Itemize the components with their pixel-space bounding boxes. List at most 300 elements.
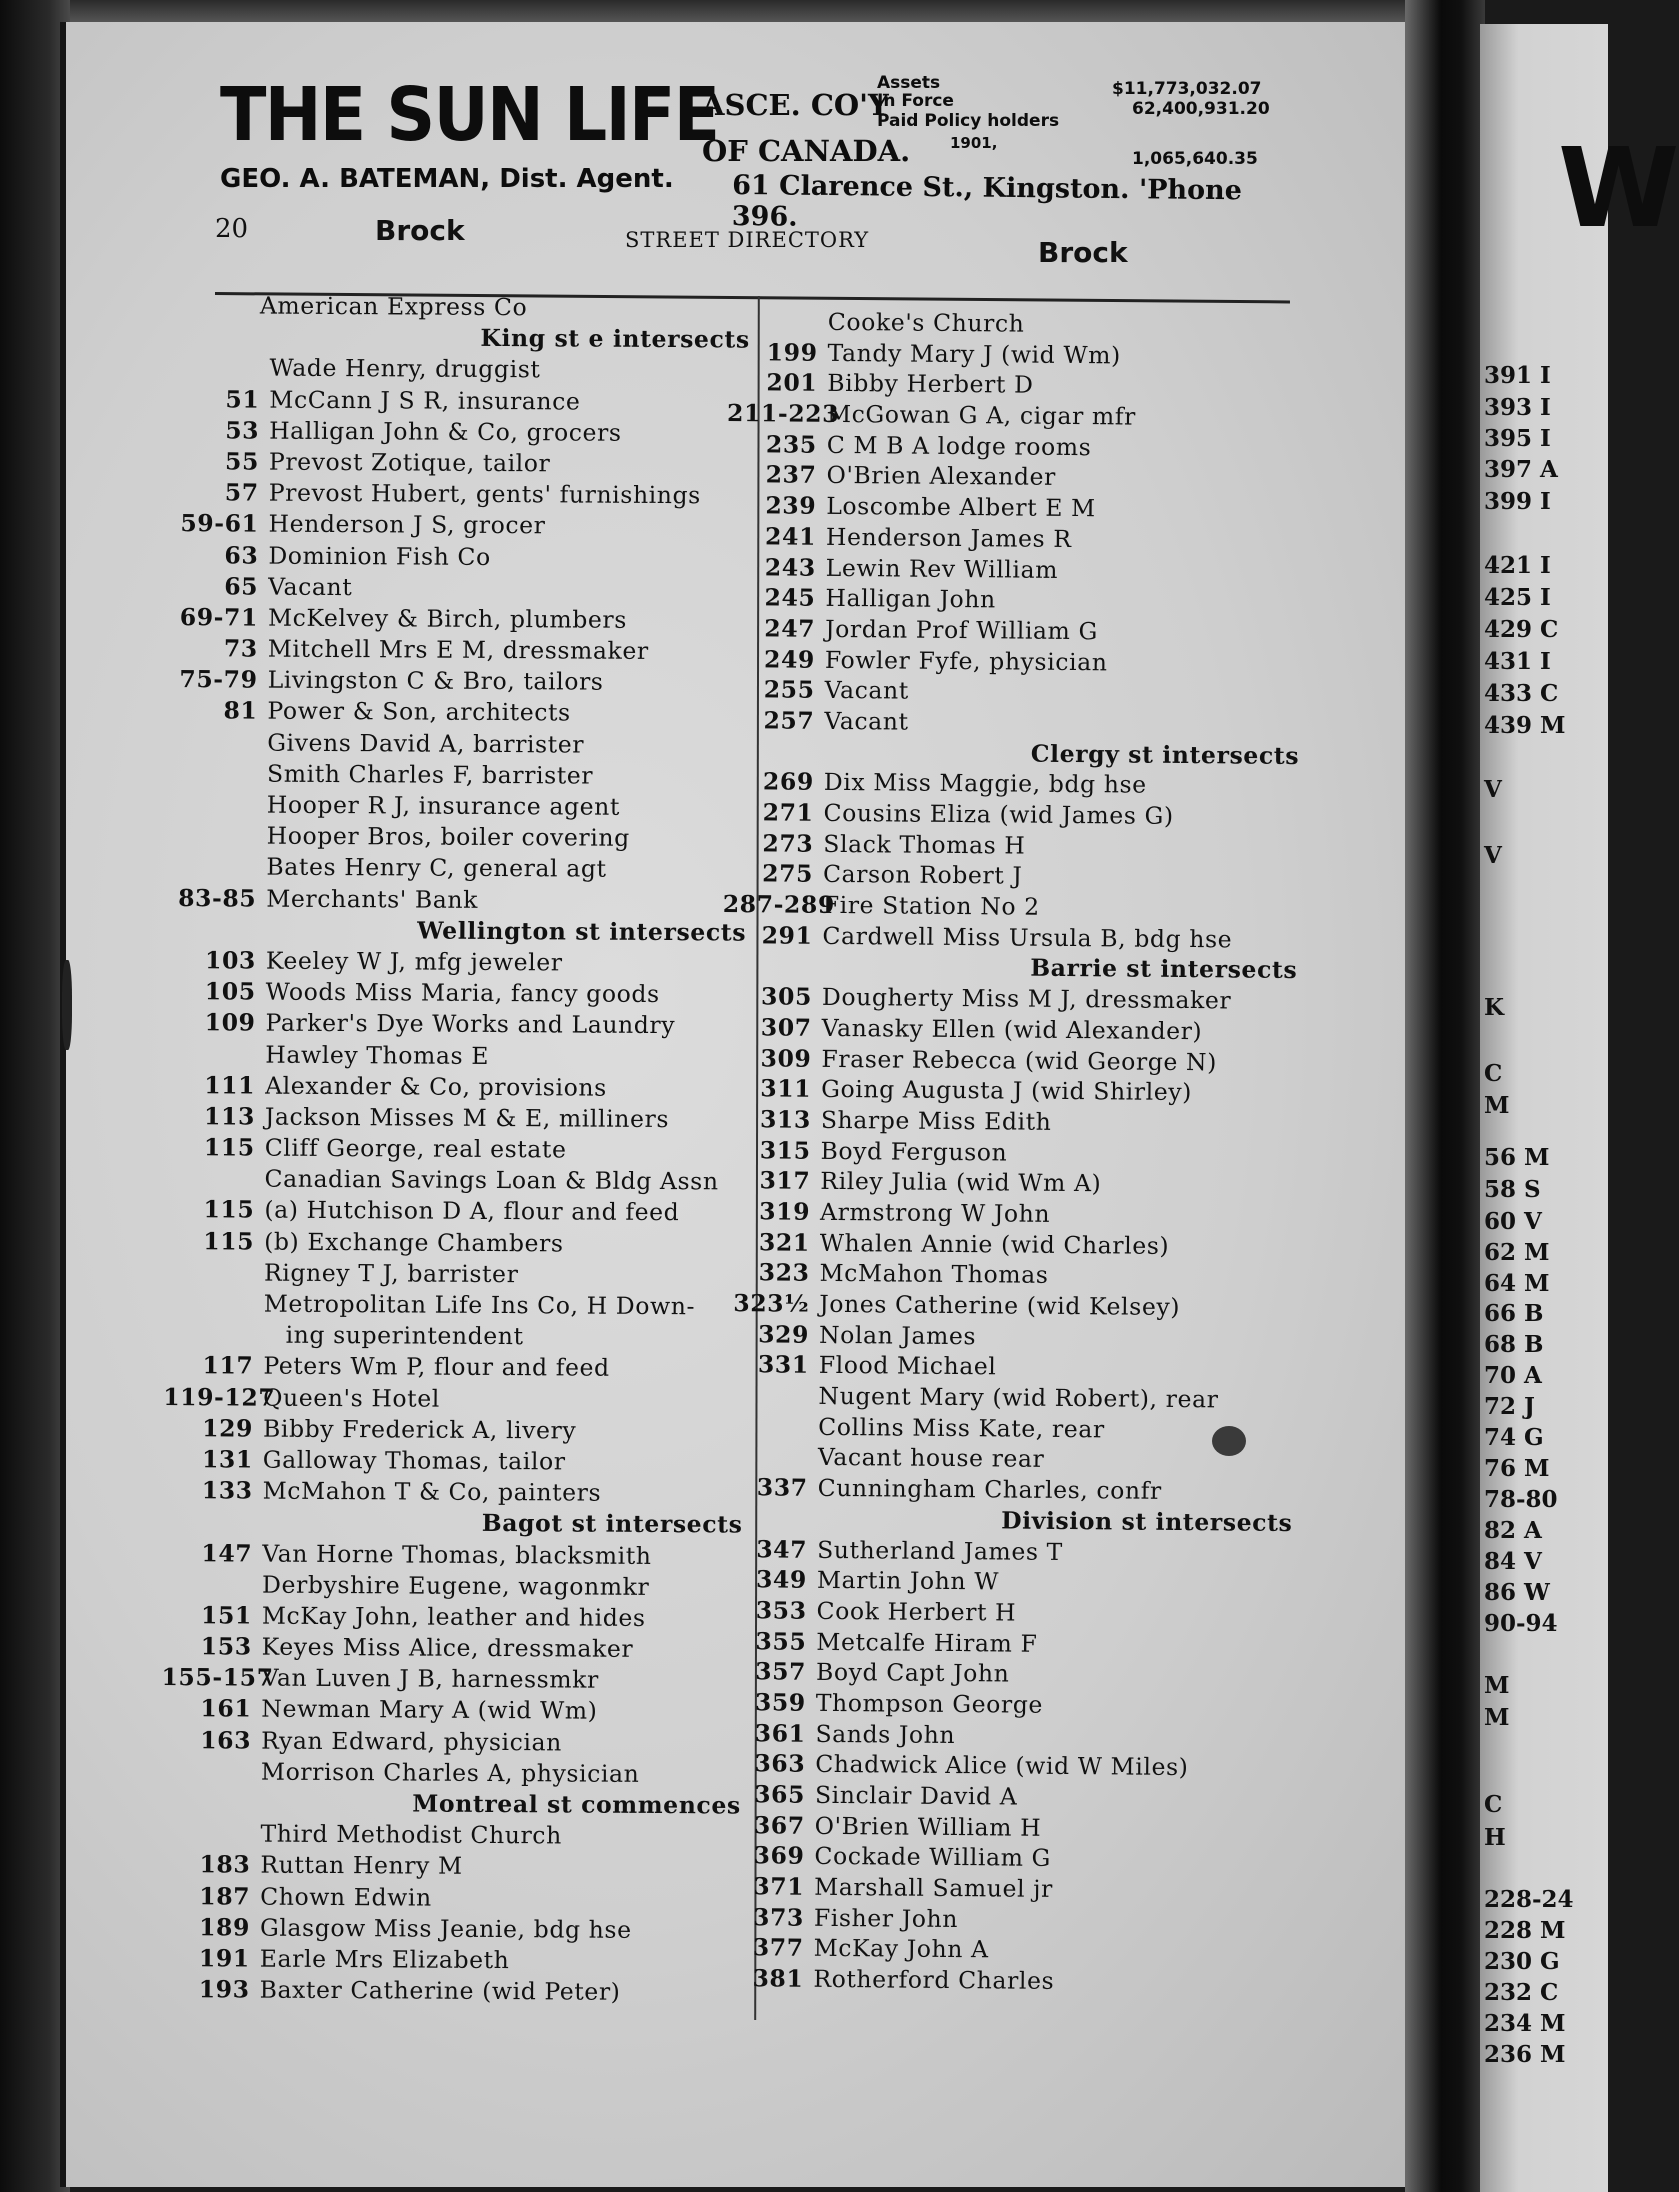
occupant-name: (a) Hutchison D A, flour and feed [264,1196,680,1227]
street-number: 65 [224,572,259,601]
street-number: 287-289 [722,890,835,920]
next-page-entry: 433 C [1484,680,1559,707]
occupant-name: Dougherty Miss M J, dressmaker [821,982,1232,1015]
next-page-entry: 68 B [1484,1331,1544,1358]
street-number: 313 [759,1105,812,1134]
running-header [215,210,1295,269]
next-page-entry: 72 J [1484,1393,1535,1420]
next-page-fragment [1480,24,1679,2192]
directory-entry [161,1725,741,1760]
next-page-entry: 60 V [1484,1208,1542,1235]
street-number: 349 [755,1565,808,1594]
ad-title: THE SUN LIFE [220,72,719,158]
occupant-name: McCann J S R, insurance [269,385,581,416]
occupant-name: Keyes Miss Alice, dressmaker [261,1632,634,1663]
next-page-entry: 90-94 [1484,1610,1558,1637]
street-number: 237 [765,460,817,490]
street-number: 353 [755,1596,807,1625]
street-number: 55 [224,447,260,476]
ad-canada: OF CANADA. [702,134,911,168]
directory-entry [161,1787,741,1822]
street-number: 103 [204,946,256,975]
occupant-name: Sinclair David A [814,1780,1018,1811]
street-number: 245 [764,583,816,612]
occupant-name: Sharpe Miss Edith [820,1105,1052,1136]
street-number: 319 [759,1197,811,1226]
occupant-name: Galloway Thomas, tailor [262,1445,566,1476]
occupant-name: O'Brien William H [814,1811,1042,1842]
directory-entry [727,398,1302,434]
street-number: 129 [202,1413,254,1443]
occupant-name: ing superintendent [285,1320,524,1351]
street-number: 161 [200,1694,252,1723]
street-number: 239 [765,491,817,520]
occupant-name: Smith Charles F, barrister [266,759,594,790]
directory-entry [715,1748,1290,1784]
header-street-left: Brock [375,214,465,247]
directory-entry [718,1411,1293,1447]
next-page-entry: 76 M [1484,1455,1550,1482]
directory-entry [163,1382,743,1417]
street-number: 153 [200,1632,252,1661]
directory-entry [166,976,746,1011]
directory-entry [725,582,1300,618]
next-page-entry: C [1484,1791,1503,1818]
directory-entry [722,920,1297,956]
directory-entry [160,1943,740,1978]
directory-entry [169,446,749,481]
directory-entry [716,1595,1291,1631]
street-number: 311 [760,1074,812,1103]
occupant-name: Rotherford Charles [813,1964,1055,1996]
street-number: 151 [200,1601,252,1630]
occupant-name: Metcalfe Hiram F [816,1627,1038,1658]
street-number: 257 [763,706,815,735]
street-number: 63 [224,540,259,570]
next-page-entry: 78-80 [1484,1486,1558,1513]
next-page-entry: 64 M [1484,1270,1550,1297]
occupant-name: Hooper R J, insurance agent [266,790,621,821]
street-number: 249 [763,644,816,674]
next-page-entry: 66 B [1484,1300,1544,1327]
ad-paid-label: Paid Policy holders [877,111,1060,131]
directory-entry [170,321,750,356]
directory-entry [724,705,1299,741]
occupant-name: Prevost Zotique, tailor [268,447,551,478]
street-number: 113 [204,1102,256,1131]
street-number: 273 [762,829,814,858]
directory-entry [167,695,747,730]
right-column [713,306,1303,1999]
occupant-name: Armstrong W John [819,1197,1051,1228]
occupant-name: Cook Herbert H [816,1596,1017,1627]
next-page-entry: 421 I [1484,552,1551,579]
occupant-name: Whalen Annie (wid Charles) [819,1228,1170,1260]
occupant-name: Bates Henry C, general agt [266,852,607,884]
occupant-name: Jones Catherine (wid Kelsey) [819,1289,1181,1321]
directory-entry [162,1631,742,1666]
occupant-name: Flood Michael [818,1351,997,1381]
directory-entry [166,851,746,886]
directory-entry [713,1963,1288,1999]
cross-street-note: Montreal st commences [412,1789,741,1820]
occupant-name: Fraser Rebecca (wid George N) [821,1044,1218,1076]
street-number: 369 [753,1841,805,1871]
ad-inforce-label: In Force [877,91,954,111]
street-number: 255 [763,675,815,705]
street-number: 373 [752,1903,805,1932]
directory-entry [161,1693,741,1728]
directory-entry [168,664,748,699]
occupant-name: Martin John W [816,1566,1000,1596]
occupant-name: Jordan Prof William G [825,614,1099,646]
directory-entry [721,1135,1296,1171]
occupant-name: Livingston C & Bro, tailors [267,665,604,696]
cross-street-note: Clergy st intersects [1030,739,1300,770]
directory-entry [719,1349,1294,1385]
occupant-name: Nolan James [818,1320,977,1350]
directory-entry [166,883,746,918]
occupant-name: McMahon T & Co, painters [262,1476,602,1507]
street-number: 331 [757,1350,809,1380]
street-number: 275 [762,859,814,889]
occupant-name: McKelvey & Birch, plumbers [267,603,628,634]
next-page-entry: 391 I [1484,362,1551,389]
directory-entry [167,758,747,793]
ad-address: 61 Clarence St., Kingston. 'Phone 396. [731,169,1243,233]
directory-entry [715,1779,1290,1815]
directory-entry [726,521,1301,557]
street-number: 115 [203,1195,255,1224]
occupant-name: Power & Son, architects [267,697,571,727]
cross-street-note: Bagot st intersects [481,1509,743,1539]
occupant-name: Prevost Hubert, gents' furnishings [268,478,701,510]
directory-entry [727,367,1302,403]
occupant-name: (b) Exchange Chambers [264,1227,564,1258]
occupant-name: Merchants' Bank [266,884,479,914]
street-number: 117 [202,1351,254,1380]
occupant-name: Alexander & Co, provisions [265,1071,607,1102]
book-gutter [1405,0,1485,2192]
street-number: 201 [766,368,818,398]
next-page-entry: H [1484,1824,1506,1851]
directory-entry [714,1871,1289,1907]
directory-entry [716,1656,1291,1692]
street-number: 329 [758,1319,810,1349]
occupant-name: Givens David A, barrister [267,728,585,759]
next-page-entry: 70 A [1484,1362,1542,1389]
directory-entry [714,1840,1289,1876]
street-number: 109 [204,1008,256,1037]
street-number: 269 [762,767,814,797]
street-number: 347 [756,1534,808,1564]
directory-entry [166,945,746,980]
street-number: 241 [765,522,817,551]
next-page-entry: 228 M [1484,1917,1566,1944]
directory-entry [163,1413,743,1448]
occupant-name: Fire Station No 2 [822,890,1040,921]
directory-entry [162,1537,742,1572]
occupant-name: Peters Wm P, flour and feed [263,1351,610,1383]
directory-entry [165,1007,745,1042]
directory-entry [164,1257,744,1292]
directory-entry [161,1756,741,1791]
street-number: 183 [199,1850,251,1879]
directory-entry [720,1165,1295,1201]
directory-entry [168,508,748,543]
street-number: 317 [759,1166,811,1196]
next-page-entry: 234 M [1484,2010,1566,2037]
next-page-entry: 86 W [1484,1579,1550,1606]
occupant-name: Cliff George, real estate [264,1133,567,1164]
directory-entry [722,1012,1297,1048]
directory-entry [719,1319,1294,1355]
next-page-entry: 74 G [1484,1424,1544,1451]
directory-entry [162,1600,742,1635]
street-number: 291 [761,921,813,950]
ad-asce: ASCE. CO'Y [702,88,889,122]
street-number: 323½ [733,1289,810,1318]
street-number: 51 [225,384,260,414]
occupant-name: Sands John [815,1719,956,1749]
street-number: 211-223 [726,399,840,429]
directory-entry [723,797,1298,833]
street-number: 155-157 [161,1663,274,1692]
directory-entry [163,1350,743,1385]
directory-entry [721,1073,1296,1109]
occupant-name: Slack Thomas H [823,829,1026,860]
directory-entry [716,1687,1291,1723]
occupant-name: Morrison Charles A, physician [260,1757,640,1788]
directory-entry [167,820,747,855]
next-page-entry: 232 C [1484,1979,1559,2006]
street-number: 81 [223,696,258,725]
next-page-entry: 397 A [1484,456,1558,483]
occupant-name: C M B A lodge rooms [826,430,1092,461]
street-number: 131 [201,1445,253,1474]
occupant-name: Derbyshire Eugene, wagonmkr [262,1570,650,1601]
occupant-name: Third Methodist Church [260,1819,562,1850]
next-page-entry: M [1484,1704,1510,1731]
occupant-name: Going Augusta J (wid Shirley) [821,1075,1193,1107]
directory-entry [160,1818,740,1853]
directory-entry [724,766,1299,802]
occupant-name: Fisher John [813,1903,959,1933]
occupant-name: Rigney T J, barrister [263,1258,519,1288]
occupant-name: Halligan John & Co, grocers [269,416,622,447]
street-number: 271 [762,798,814,827]
directory-entry [717,1503,1292,1539]
occupant-name: O'Brien Alexander [826,461,1057,492]
street-number: 235 [765,430,817,459]
occupant-name: Wade Henry, druggist [269,353,541,384]
occupant-name: Boyd Ferguson [820,1136,1008,1167]
directory-entry [721,1042,1296,1078]
directory-entry [162,1506,742,1541]
directory-entry [163,1444,743,1479]
next-page-entry: K [1484,994,1504,1021]
occupant-name: Ruttan Henry M [260,1850,463,1881]
directory-entry [160,1974,740,2009]
occupant-name: Loscombe Albert E M [826,491,1096,523]
occupant-name: Fowler Fyfe, physician [824,645,1108,676]
directory-entry [722,981,1297,1017]
occupant-name: Van Luven J B, harnessmkr [261,1663,599,1694]
directory-entry [724,736,1299,772]
next-page-entry: 395 I [1484,425,1551,452]
street-number: 191 [198,1944,250,1973]
directory-entry [727,337,1302,373]
directory-entry [720,1196,1295,1232]
occupant-name: Thompson George [815,1688,1044,1719]
directory-entry [714,1902,1289,1938]
occupant-name: Cooke's Church [827,307,1025,338]
directory-entry [718,1441,1293,1477]
cross-street-note: King st e intersects [480,324,750,354]
directory-entry [723,889,1298,925]
directory-entry [164,1319,744,1354]
occupant-name: Vacant [268,572,353,601]
directory-entry [169,477,749,512]
occupant-name: Baxter Catherine (wid Peter) [259,1975,621,2006]
directory-entry [165,1101,745,1136]
cross-street-note: Wellington st intersects [417,916,747,947]
street-number: 133 [201,1476,253,1505]
directory-entry [164,1194,744,1229]
directory-entry [168,602,748,637]
directory-entry [719,1288,1294,1324]
street-number: 105 [204,977,256,1006]
street-number: 367 [753,1810,805,1840]
occupant-name: Bibby Frederick A, livery [262,1414,577,1445]
street-number: 377 [752,1933,804,1963]
occupant-name: Carson Robert J [822,860,1023,890]
directory-entry [160,1849,740,1884]
directory-entry [717,1533,1292,1569]
ink-blot [1212,1426,1246,1456]
next-page-entry: 393 I [1484,394,1551,421]
occupant-name: McGowan G A, cigar mfr [826,399,1137,431]
occupant-name: Nugent Mary (wid Robert), rear [818,1381,1219,1414]
street-number: 59-61 [180,509,259,538]
directory-entry [168,571,748,606]
directory-entry [167,789,747,824]
street-number: 75-79 [179,665,258,694]
directory-entry [162,1569,742,1604]
directory-entry [725,613,1300,649]
directory-entry [715,1718,1290,1754]
page-number: 20 [215,214,249,244]
directory-entry [164,1226,744,1261]
occupant-name: Woods Miss Maria, fancy goods [265,977,660,1009]
street-number: 189 [199,1912,251,1942]
occupant-name: Dix Miss Maggie, bdg hse [823,768,1147,799]
header-title: STREET DIRECTORY [625,228,870,252]
directory-entry [160,1912,740,1947]
occupant-name: Vacant [824,676,909,705]
directory-entry [164,1163,744,1198]
street-number: 355 [755,1626,807,1656]
next-page-entry: 431 I [1484,648,1551,675]
street-number: 365 [754,1780,806,1809]
occupant-name: Halligan John [825,584,996,614]
occupant-name: Queen's Hotel [263,1383,440,1413]
street-number: 69-71 [179,602,259,632]
directory-entry [726,490,1301,526]
occupant-name: Cousins Eliza (wid James G) [823,798,1174,830]
street-number: 307 [760,1013,812,1042]
street-number: 53 [225,416,260,445]
directory-entry [718,1380,1293,1416]
directory-entry [726,551,1301,587]
street-number: 147 [201,1538,253,1568]
next-page-entry: 228-24 [1484,1886,1574,1913]
directory-entry [714,1932,1289,1968]
directory-entry [728,306,1303,342]
ad-paid-year: 1901, [950,134,998,152]
next-page-entry: 425 I [1484,584,1551,611]
ad-agent: GEO. A. BATEMAN, Dist. Agent. [220,164,674,194]
directory-entry [165,1070,745,1105]
occupant-name: Canadian Savings Loan & Bldg Assn [264,1164,719,1196]
next-page-entry: 82 A [1484,1517,1542,1544]
street-number: 363 [754,1749,806,1779]
occupant-name: Newman Mary A (wid Wm) [261,1695,598,1726]
directory-entry [164,1288,744,1323]
occupant-name: Ryan Edward, physician [261,1726,562,1757]
street-number: 309 [760,1043,812,1073]
directory-entry [725,644,1300,680]
occupant-name: Riley Julia (wid Wm A) [820,1167,1102,1198]
directory-entry [723,858,1298,894]
next-page-entry: 58 S [1484,1176,1541,1203]
occupant-name: Vacant house rear [817,1443,1045,1474]
occupant-name: Henderson James R [825,522,1072,553]
ad-assets-value: $11,773,032.07 [1112,79,1262,99]
occupant-name: McMahon Thomas [819,1259,1049,1290]
street-number: 193 [198,1975,250,2004]
occupant-name: Marshall Samuel jr [814,1872,1054,1903]
street-number: 361 [754,1718,806,1748]
ad-assets-label: Assets [877,73,941,93]
directory-entry [716,1626,1291,1662]
occupant-name: Cockade William G [814,1842,1052,1873]
occupant-name: Bibby Herbert D [827,369,1034,400]
cross-street-note: Barrie st intersects [1030,954,1298,985]
next-page-entry: 399 I [1484,488,1551,515]
ink-blot [62,960,72,1050]
street-number: 321 [758,1227,810,1257]
cross-street-note: Division st intersects [1001,1506,1293,1537]
occupant-name: Boyd Capt John [815,1658,1010,1688]
street-number: 381 [752,1964,804,1993]
occupant-name: Cunningham Charles, confr [817,1473,1162,1505]
directory-entry [715,1810,1290,1846]
directory-entry [161,1662,741,1697]
street-number: 83-85 [178,883,257,913]
next-page-entry: 230 G [1484,1948,1560,1975]
directory-entry [163,1475,743,1510]
directory-entry [720,1227,1295,1263]
directory-entry [725,674,1300,710]
occupant-name: Lewin Rev William [825,553,1059,584]
directory-entry [160,1881,740,1916]
left-column [160,290,750,2009]
directory-entry [723,828,1298,864]
occupant-name: McKay John A [813,1934,989,1964]
next-page-entry: 236 M [1484,2041,1566,2068]
next-page-entry: 439 M [1484,712,1566,739]
